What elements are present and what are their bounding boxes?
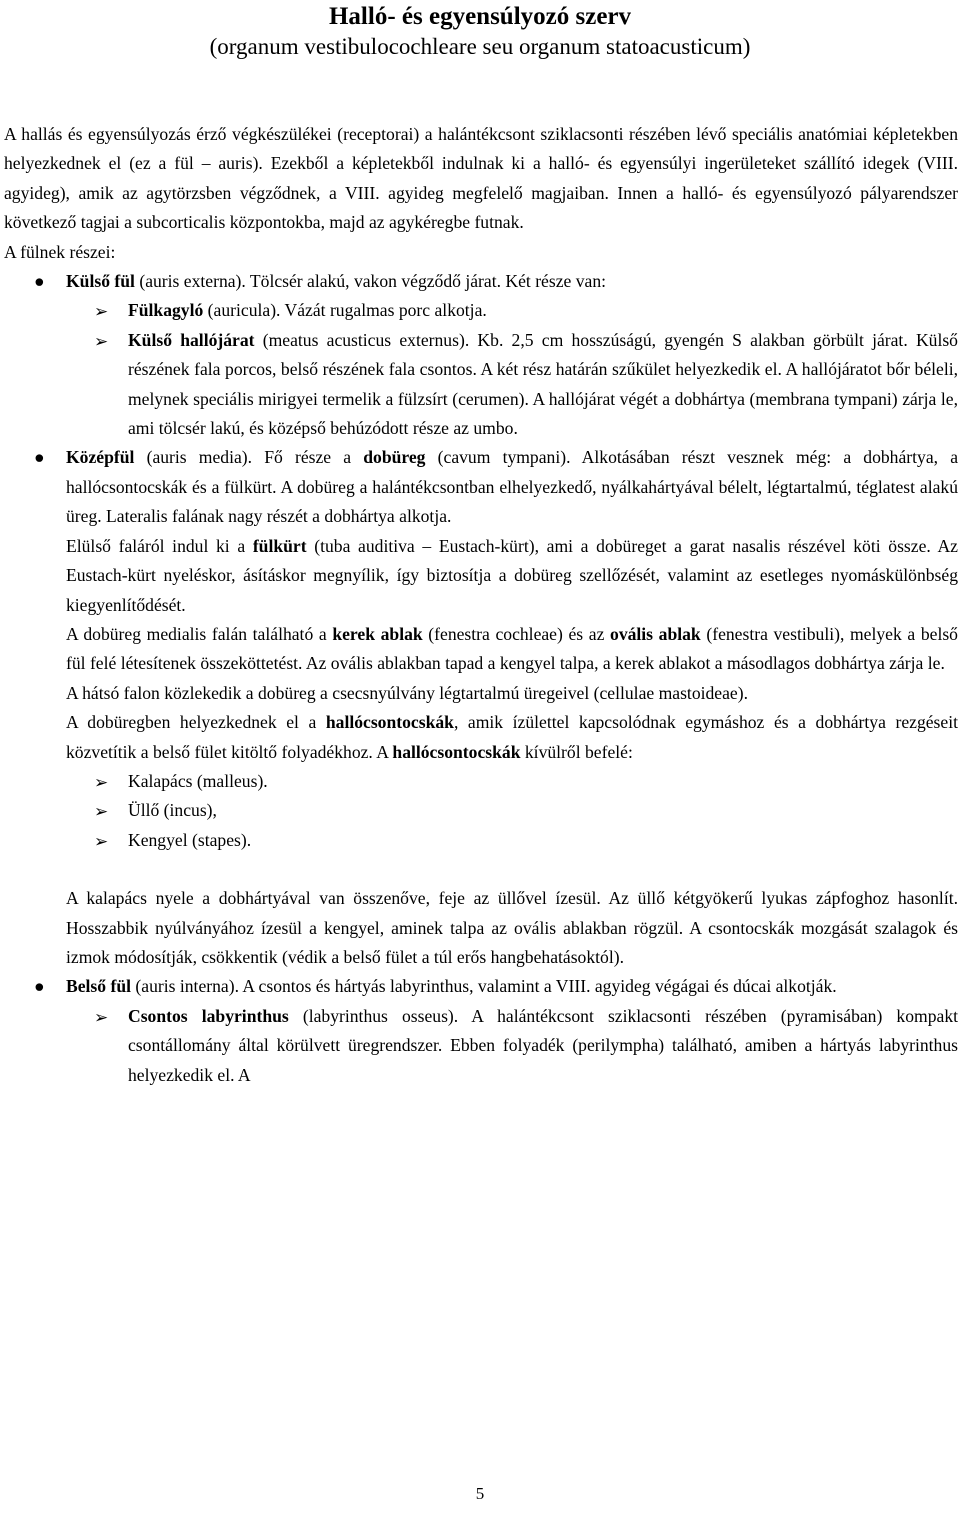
list-item-incus <box>4 796 958 825</box>
list-item-outer-ear <box>4 267 958 296</box>
spacer <box>4 855 958 884</box>
page-subtitle: (organum vestibulocochleare seu organum statoacusticum) <box>209 34 751 59</box>
arrow-bullet-icon: ➢ <box>94 1007 109 1027</box>
round-window-term: kerek ablak <box>332 623 423 644</box>
arrow-bullet-icon: ➢ <box>94 302 109 322</box>
ossicles-term: hallócsontocskák <box>392 741 521 762</box>
arrow-bullet-icon: ➢ <box>94 331 109 351</box>
list-item-ear-canal <box>4 326 958 444</box>
ear-canal-text: (meatus acusticus externus). Kb. 2,5 cm hosszúságú, gyengén S alakban görbült járat. Külső részének fala porcos, belső részének fala csontos. A két rész határán szűkület helyezkedik el. A hallójáratot bőr béleli, melynek speciális mirigyei termelik a fülzsírt (cerumen). A hallójárat végét a dobhártya (membrana tympani) zárja le, ami tölcsér lakú, és középső behúzódott része az umbo. <box>128 329 958 439</box>
paragraph-text: (fenestra vestibuli), melyek a belső fül felé létesítenek összeköttetést. Az ovális ablakban tapad a kengyel talpa, a kerek ablakot a másodlagos dobhártya zárja le. <box>66 623 958 674</box>
bullet-dot-icon: ● <box>34 976 45 997</box>
outer-ear-text: (auris externa). Tölcsér alakú, vakon végződő járat. Két része van: <box>134 271 607 292</box>
paragraph-text: (tuba auditiva – Eustach-kürt), ami a dobüreget a garat nasalis részével köti össze. Az Eustach-kürt nyeléskor, ásításkor megnyílik, így biztosítja a dobüreg szellőzését, valamint az esetleges nyomáskülönbség kiegyenlítődését. <box>66 535 958 615</box>
outer-ear-term: Külső fül <box>66 271 135 292</box>
mastoid-paragraph: A hátsó falon közlekedik a dobüreg a csecsnyúlvány légtartalmú üregeivel (cellulae mastoideae). <box>66 682 748 703</box>
bony-labyrinth-text: (labyrinthus osseus). A halántékcsont sziklacsonti részében (pyramisában) kompakt csontállomány által körülvett üregrendszer. Ebben folyadék (perilympha) található, amiben a hártyás labyrinthus helyezkedik el. A <box>128 1005 959 1085</box>
bony-labyrinth-term: Csontos labyrinthus <box>128 1005 289 1026</box>
bullet-dot-icon: ● <box>34 271 45 292</box>
list-item-inner-ear <box>4 972 958 1001</box>
ossicles-term: hallócsontocskák <box>325 712 454 733</box>
paragraph-text: A dobüreg medialis falán található a <box>66 623 333 644</box>
ossicles-paragraph <box>4 708 958 767</box>
list-item-malleus <box>4 767 958 796</box>
middle-ear-text: (auris media). Fő része a <box>134 447 364 468</box>
incus-text: Üllő (incus), <box>128 800 217 821</box>
parts-heading: A fülnek részei: <box>4 241 116 262</box>
eustachian-tube-paragraph <box>4 532 958 620</box>
eustachian-tube-term: fülkürt <box>252 535 307 556</box>
list-item-auricle <box>4 296 958 325</box>
malleus-text: Kalapács (malleus). <box>128 770 268 791</box>
list-item-middle-ear <box>4 443 958 531</box>
bullet-dot-icon: ● <box>34 447 45 468</box>
document-body <box>4 120 958 1090</box>
oval-window-term: ovális ablak <box>610 623 701 644</box>
page-number: 5 <box>475 1484 485 1503</box>
ossicles-detail-paragraph: A kalapács nyele a dobhártyával van összenővе, feje az üllővel ízesül. Az üllő kétgyökerű lyukas zápfoghoz hasonlít. Hosszabbik nyúlványához ízesül a kengyel, aminek talpa az ovális ablakban rögzül. A csontocskák mozgását szalagok és izmok módosítják, csökkentik (védik a belső fület a túl erős hangbehatásoktól). <box>66 888 958 967</box>
ear-canal-term: Külső hallójárat <box>128 329 255 350</box>
list-item-stapes <box>4 826 958 855</box>
inner-ear-term: Belső fül <box>66 976 132 997</box>
paragraph-text: A dobüregben helyezkednek el a <box>66 712 326 733</box>
paragraph-text: kívülről befelé: <box>520 741 633 762</box>
list-item-bony-labyrinth <box>4 1002 958 1090</box>
inner-ear-text: (auris interna). A csontos és hártyás labyrinthus, valamint a VIII. agyideg végágai és dúcai alkotják. <box>131 976 837 997</box>
middle-ear-term: Középfül <box>66 447 135 468</box>
arrow-bullet-icon: ➢ <box>94 772 109 792</box>
windows-paragraph <box>4 620 958 679</box>
tympanic-cavity-term: dobüreg <box>363 447 426 468</box>
stapes-text: Kengyel (stapes). <box>128 829 252 850</box>
page-title: Halló- és egyensúlyozó szerv <box>328 3 632 30</box>
auricle-text: (auricula). Vázát rugalmas porc alkotja. <box>203 300 487 321</box>
middle-ear-text-cont: (cavum tympani). Alkotásában részt vesznek még: a dobhártya, a hallócsontocskák és a fülkürt. A dobüreg a halántékcsontban elhelyezkedő, nyálkahártyával bélelt, légtartalmú, téglatest alakú üreg. Lateralis falának nagy részét a dobhártya alkotja. <box>66 447 959 527</box>
intro-paragraph: A hallás és egyensúlyozás érző végkészülékei (receptorai) a halántékcsont sziklacsonti részében lévő speciális anatómiai képletekben helyezkednek el (ez a fül – auris). Ezekből a képletekből indulnak ki a halló- és egyensúlyi ingerületeket szállító idegek (VIII. agyideg), amik az agytörzsben végződnek, a VIII. agyideg megfelelő magjaiban. Innen a halló- és egyensúlyozó pályarendszer következő tagjai a subcorticalis központokba, majd az agykéregbe futnak. <box>4 124 958 233</box>
arrow-bullet-icon: ➢ <box>94 831 109 851</box>
auricle-term: Fülkagyló <box>128 300 204 321</box>
arrow-bullet-icon: ➢ <box>94 802 109 822</box>
paragraph-text: Elülső faláról indul ki a <box>66 535 253 556</box>
paragraph-text: , amik ízülettel kapcsolódnak egymáshoz és a dobhártya rezgéseit közvetítik a belső fület kitöltő folyadékhoz. A <box>66 712 958 762</box>
paragraph-text: (fenestra cochleae) és az <box>422 623 611 644</box>
